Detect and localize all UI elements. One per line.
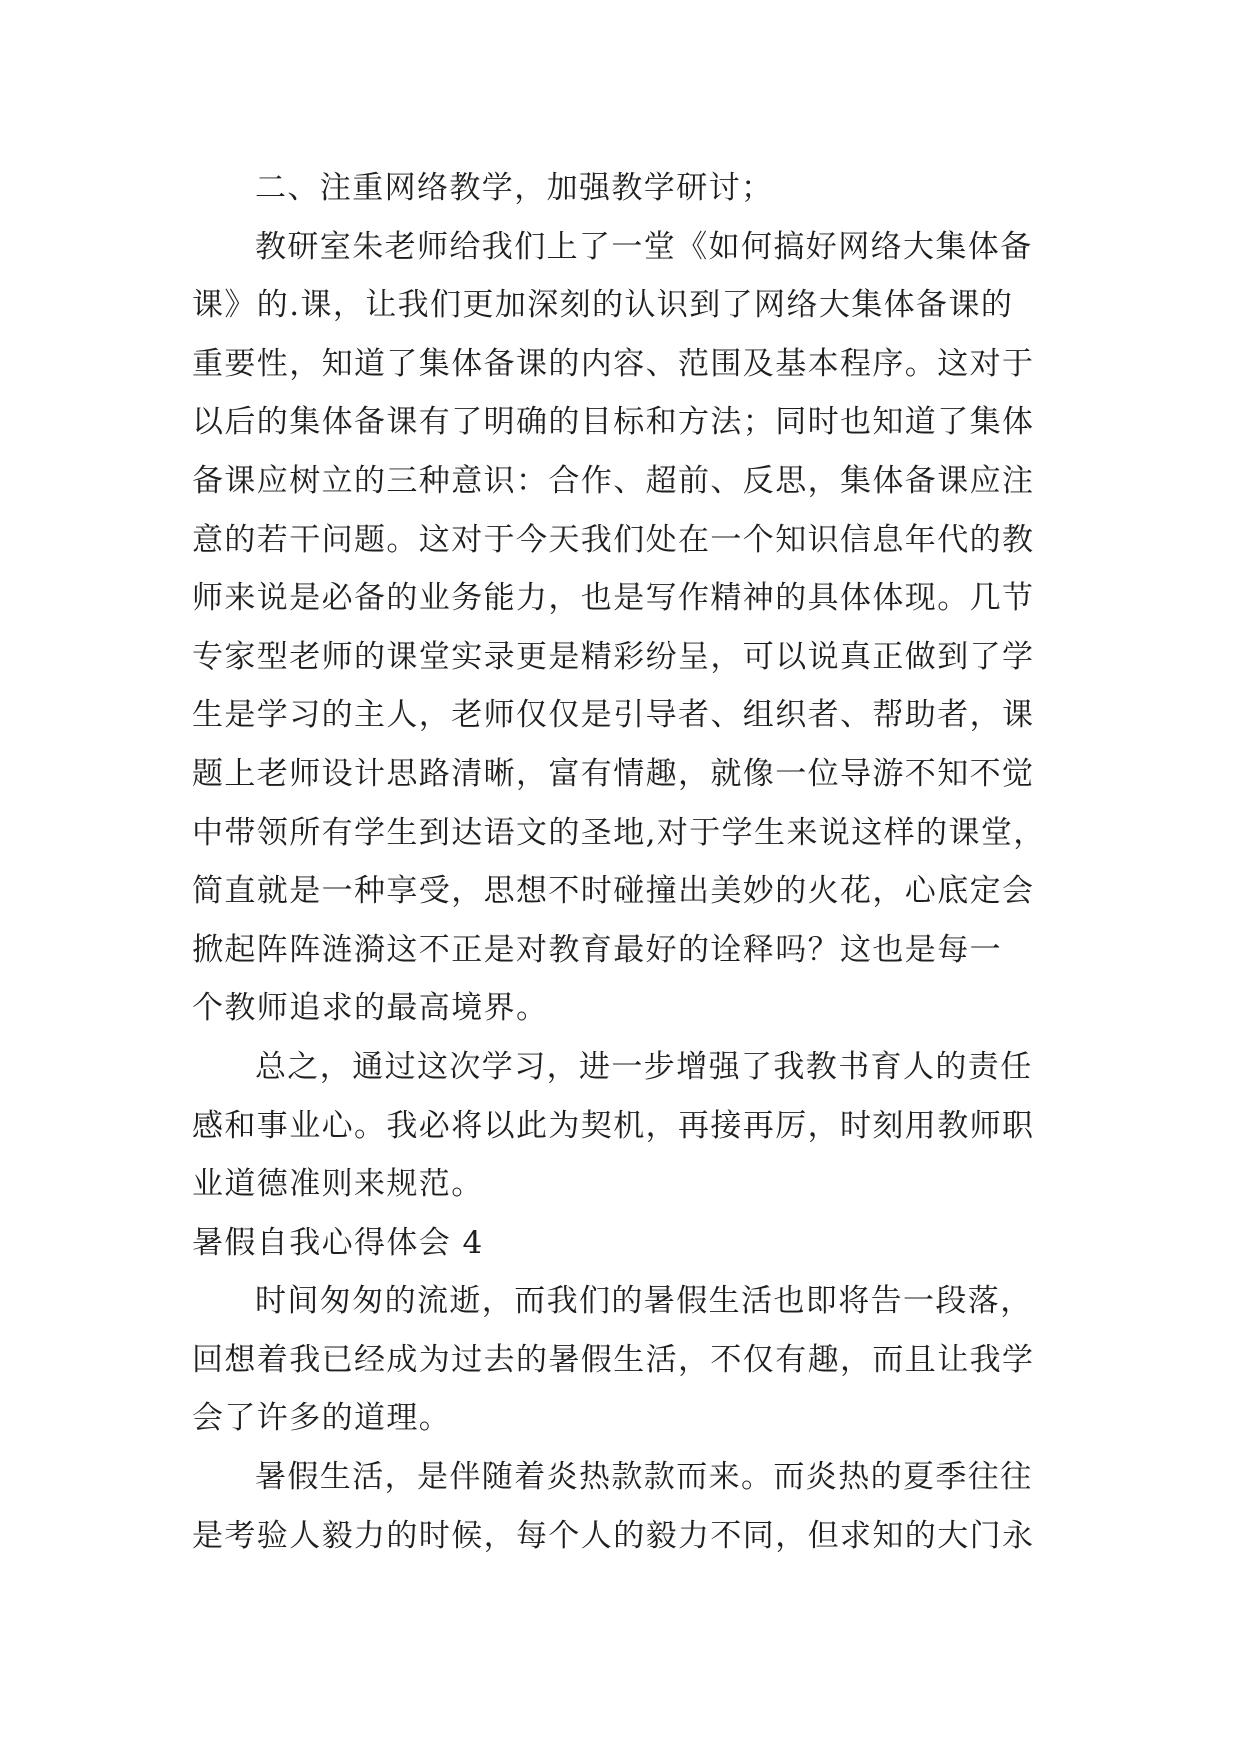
- document-body: [192, 159, 1052, 1565]
- paragraph-line: 感和事业心。我必将以此为契机，再接再厉，时刻用教师职: [192, 1107, 1035, 1144]
- paragraph-line: 业道德准则来规范。: [192, 1166, 484, 1203]
- paragraph-line: 课》的.课，让我们更加深刻的认识到了网络大集体备课的: [192, 287, 1014, 324]
- paragraph-line: 简直就是一种享受，思想不时碰撞出美妙的火花，心底定会: [192, 873, 1035, 910]
- paragraph-line: 回想着我已经成为过去的暑假生活，不仅有趣，而且让我学: [192, 1341, 1035, 1378]
- paragraph-line: 专家型老师的课堂实录更是精彩纷呈，可以说真正做到了学: [192, 638, 1035, 675]
- paragraph-line: 暑假生活，是伴随着炎热款款而来。而炎热的夏季往往: [255, 1459, 1033, 1496]
- paragraph-line: 总之，通过这次学习，进一步增强了我教书育人的责任: [255, 1048, 1033, 1085]
- paragraph-line: 会了许多的道理。: [192, 1400, 452, 1437]
- paragraph-line: 生是学习的主人，老师仅仅是引导者、组织者、帮助者，课: [192, 697, 1035, 734]
- paragraph-line: 是考验人毅力的时候，每个人的毅力不同，但求知的大门永: [192, 1517, 1035, 1554]
- paragraph-line: 教研室朱老师给我们上了一堂《如何搞好网络大集体备: [255, 228, 1033, 265]
- paragraph-line: 重要性，知道了集体备课的内容、范围及基本程序。这对于: [192, 345, 1035, 382]
- paragraph-line: 个教师追求的最高境界。: [192, 990, 549, 1027]
- paragraph-line: 意的若干问题。这对于今天我们处在一个知识信息年代的教: [192, 521, 1035, 558]
- paragraph-line: 掀起阵阵涟漪这不正是对教育最好的诠释吗？这也是每一: [192, 931, 1002, 968]
- paragraph-line: 中带领所有学生到达语文的圣地,对于学生来说这样的课堂，: [192, 814, 1046, 851]
- paragraph-line: 备课应树立的三种意识：合作、超前、反思，集体备课应注: [192, 462, 1035, 499]
- paragraph-line: 以后的集体备课有了明确的目标和方法；同时也知道了集体: [192, 404, 1035, 441]
- paragraph-line: 师来说是必备的业务能力，也是写作精神的具体体现。几节: [192, 580, 1035, 617]
- section-heading: 二、注重网络教学，加强教学研讨；: [255, 170, 774, 206]
- paragraph-line: 题上老师设计思路清晰，富有情趣，就像一位导游不知不觉: [192, 755, 1035, 792]
- paragraph-line: 时间匆匆的流逝，而我们的暑假生活也即将告一段落，: [255, 1283, 1033, 1320]
- article-title: 暑假自我心得体会 4: [192, 1224, 484, 1261]
